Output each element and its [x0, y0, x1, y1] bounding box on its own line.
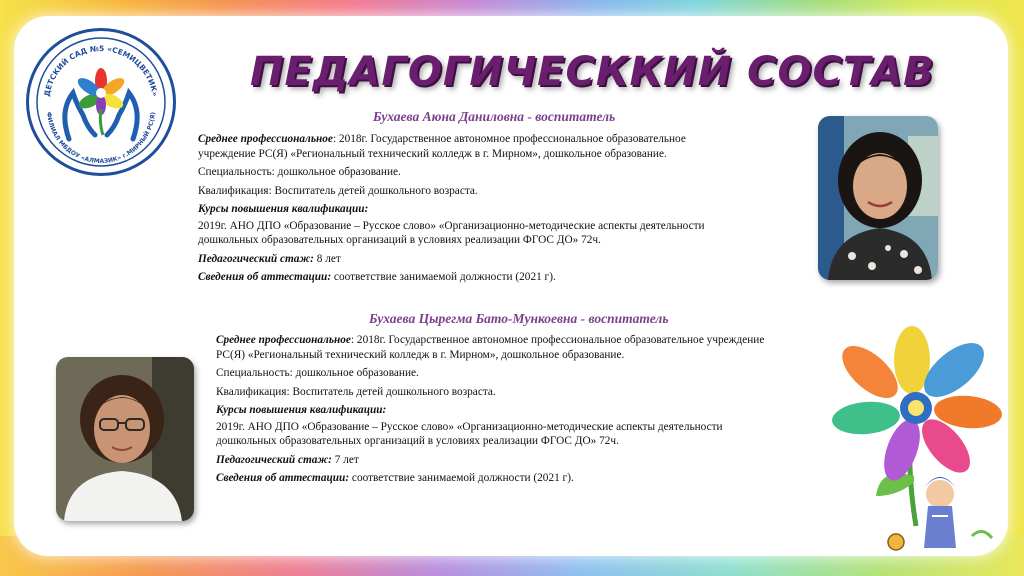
page-title: ПЕДАГОГИЧЕСККИЙ СОСТАВ	[250, 49, 935, 95]
teacher1-courses-label: Курсы повышения квалификации:	[198, 203, 369, 215]
flower-illustration	[832, 326, 1008, 560]
teacher2-photo	[56, 357, 194, 521]
kindergarten-logo	[26, 28, 176, 176]
teacher1-name: Бухаева Аюна Даниловна - воспитатель	[373, 109, 616, 124]
teacher1-courses: 2019г. АНО ДПО «Образование – Русское слово» «Организационно-методические аспекты деятельности дошкольных образовательных организаций в условиях реализации ФГОС ДО» 72ч.	[198, 219, 705, 246]
teacher1-attestation: Сведения об аттестации: соответствие занимаемой должности (2021 г).	[198, 271, 556, 283]
teacher1-specialty: Специальность: дошкольное образование.	[198, 166, 401, 178]
teacher2-courses: 2019г. АНО ДПО «Образование – Русское слово» «Организационно-методические аспекты деятельности дошкольных образовательных организаций в условиях реализации ФГОС ДО» 72ч.	[216, 420, 723, 447]
teacher1-stage: Педагогический стаж: 8 лет	[198, 252, 341, 265]
teacher2-courses-label: Курсы повышения квалификации:	[216, 404, 387, 416]
teacher1-education: Среднее профессиональное: 2018г. Государственное автономное профессиональное образовательное учреждение РС(Я) «Региональный технический колледж в г. Мирном», дошкольное образование.	[198, 133, 686, 160]
teacher1-info	[198, 132, 798, 289]
teacher2-specialty: Специальность: дошкольное образование.	[216, 367, 419, 379]
logo-top-text: ДЕТСКИЙ САД №5 «СЕМИЦВЕТИК»	[42, 43, 160, 98]
teacher2-stage: Педагогический стаж: 7 лет	[216, 453, 359, 466]
teacher1-photo	[818, 116, 938, 280]
teacher2-attestation: Сведения об аттестации: соответствие занимаемой должности (2021 г).	[216, 472, 574, 484]
teacher2-info	[216, 333, 841, 490]
teacher2-name: Бухаева Цырегма Бато-Мункоевна - воспитатель	[369, 311, 669, 326]
logo-bottom-text: ФИЛИАЛ МБДОУ «АЛМАЗИК» г.МИРНЫЙ РС(Я)	[45, 111, 157, 166]
teacher2-qualification: Квалификация: Воспитатель детей дошкольного возраста.	[216, 385, 496, 398]
teacher1-qualification: Квалификация: Воспитатель детей дошкольного возраста.	[198, 184, 478, 197]
teacher2-education: Среднее профессиональное: 2018г. Государственное автономное профессиональное образовательное учреждение РС(Я) «Региональный технический колледж в г. Мирном», дошкольное образование.	[216, 334, 765, 361]
